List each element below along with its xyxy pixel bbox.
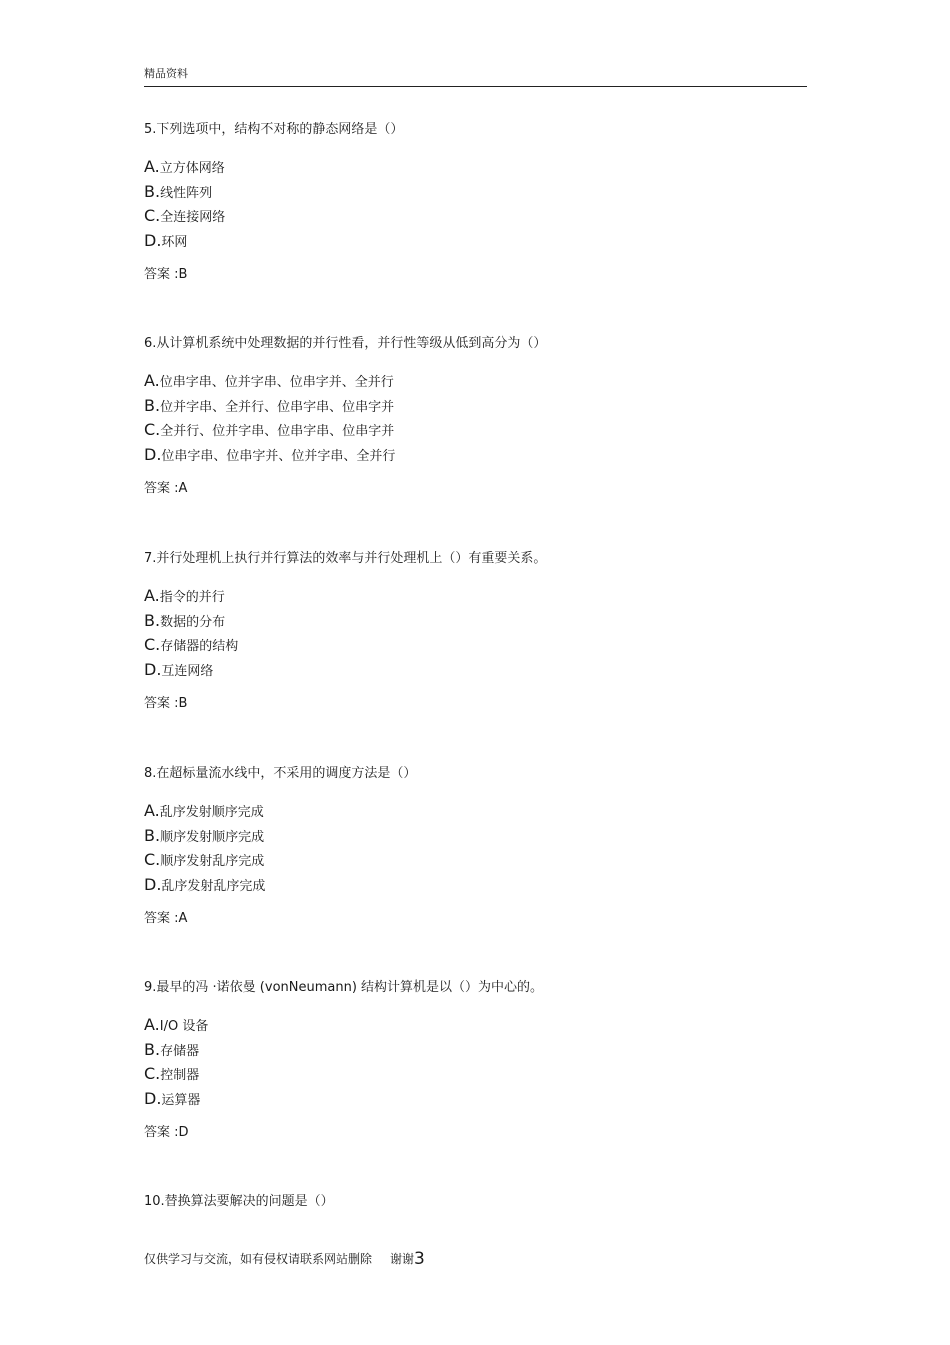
option-text: 指令的并行 xyxy=(159,590,225,605)
option-text: 位串字串、位串字并、位并字串、全并行 xyxy=(161,449,396,465)
option-list xyxy=(144,584,824,683)
option-d xyxy=(144,873,824,898)
question-6 xyxy=(144,335,824,498)
option-a xyxy=(144,369,824,394)
option-list xyxy=(144,369,824,468)
question-stem: 10.替换算法要解决的问题是（） xyxy=(144,1194,334,1209)
option-b xyxy=(144,824,824,849)
option-text: 数据的分布 xyxy=(160,614,226,630)
option-letter: A. xyxy=(144,157,160,176)
option-b xyxy=(144,1038,824,1063)
option-letter: A. xyxy=(144,1015,160,1034)
option-letter: A. xyxy=(144,586,160,605)
option-d xyxy=(144,1087,824,1112)
footer-thanks: 谢谢 xyxy=(390,1252,415,1266)
answer-line: 答案 :A xyxy=(144,910,188,926)
option-letter: B. xyxy=(144,395,161,415)
option-a xyxy=(144,584,824,609)
option-letter: C. xyxy=(144,635,161,655)
option-letter: D. xyxy=(144,875,162,895)
question-stem: 8.在超标量流水线中，不采用的调度方法是（） xyxy=(144,766,417,781)
option-c xyxy=(144,1062,824,1087)
option-text: 线性阵列 xyxy=(160,185,213,201)
option-letter: B. xyxy=(144,1039,161,1059)
option-letter: D. xyxy=(144,660,162,680)
option-c xyxy=(144,848,824,873)
option-c xyxy=(144,633,824,658)
question-stem: 5.下列选项中，结构不对称的静态网络是（） xyxy=(144,122,404,137)
option-c xyxy=(144,204,824,229)
option-text: 互连网络 xyxy=(161,664,214,680)
option-list xyxy=(144,799,824,898)
option-list xyxy=(144,1013,824,1112)
header-title: 精品资料 xyxy=(144,67,188,80)
option-text: 环网 xyxy=(161,235,188,251)
option-letter: D. xyxy=(144,231,162,251)
option-text: 位并字串、全并行、位串字串、位串字并 xyxy=(160,399,395,415)
option-a xyxy=(144,799,824,824)
option-d xyxy=(144,229,824,254)
question-7 xyxy=(144,550,824,713)
question-9 xyxy=(144,979,824,1142)
option-letter: C. xyxy=(144,850,161,870)
question-5 xyxy=(144,121,824,284)
question-8 xyxy=(144,765,824,928)
option-letter: C. xyxy=(144,1064,161,1084)
option-d xyxy=(144,658,824,683)
option-d xyxy=(144,443,824,468)
option-text: 全并行、位并字串、位串字串、位串字并 xyxy=(160,424,395,440)
question-stem: 7.并行处理机上执行并行算法的效率与并行处理机上（）有重要关系。 xyxy=(144,551,547,566)
option-text: I/O 设备 xyxy=(159,1019,209,1034)
answer-line: 答案 :B xyxy=(144,266,188,282)
option-b xyxy=(144,394,824,419)
option-text: 乱序发射顺序完成 xyxy=(159,805,264,820)
option-text: 存储器的结构 xyxy=(160,639,239,655)
option-text: 顺序发射顺序完成 xyxy=(160,829,265,845)
option-text: 存储器 xyxy=(160,1043,200,1059)
option-a xyxy=(144,155,824,180)
option-list xyxy=(144,155,824,254)
question-stem: 6.从计算机系统中处理数据的并行性看，并行性等级从低到高分为（） xyxy=(144,336,547,351)
option-b xyxy=(144,180,824,205)
footer-notice: 仅供学习与交流，如有侵权请联系网站删除 xyxy=(144,1252,373,1266)
option-text: 全连接网络 xyxy=(160,210,226,226)
option-letter: D. xyxy=(144,1089,162,1109)
question-stem: 9.最早的冯 ·诺依曼 (vonNeumann) 结构计算机是以（）为中心的。 xyxy=(144,980,544,995)
option-letter: A. xyxy=(144,801,160,820)
option-c xyxy=(144,418,824,443)
option-a xyxy=(144,1013,824,1038)
answer-line: 答案 :D xyxy=(144,1124,189,1140)
answer-line: 答案 :A xyxy=(144,480,188,496)
option-text: 顺序发射乱序完成 xyxy=(160,854,265,870)
option-b xyxy=(144,609,824,634)
option-letter: C. xyxy=(144,420,161,440)
option-text: 乱序发射乱序完成 xyxy=(161,879,266,895)
option-letter: B. xyxy=(144,825,161,845)
option-text: 立方体网络 xyxy=(159,161,225,176)
page-number: 3 xyxy=(414,1249,425,1269)
option-text: 位串字串、位并字串、位串字并、全并行 xyxy=(159,375,394,390)
option-letter: B. xyxy=(144,610,161,630)
option-letter: D. xyxy=(144,445,162,465)
option-text: 控制器 xyxy=(160,1068,200,1084)
option-letter: B. xyxy=(144,181,161,201)
option-text: 运算器 xyxy=(161,1093,201,1109)
answer-line: 答案 :B xyxy=(144,695,188,711)
page-header xyxy=(144,66,807,87)
page-footer xyxy=(144,1249,425,1269)
option-letter: A. xyxy=(144,371,160,390)
option-letter: C. xyxy=(144,206,161,226)
question-10 xyxy=(144,1193,824,1211)
